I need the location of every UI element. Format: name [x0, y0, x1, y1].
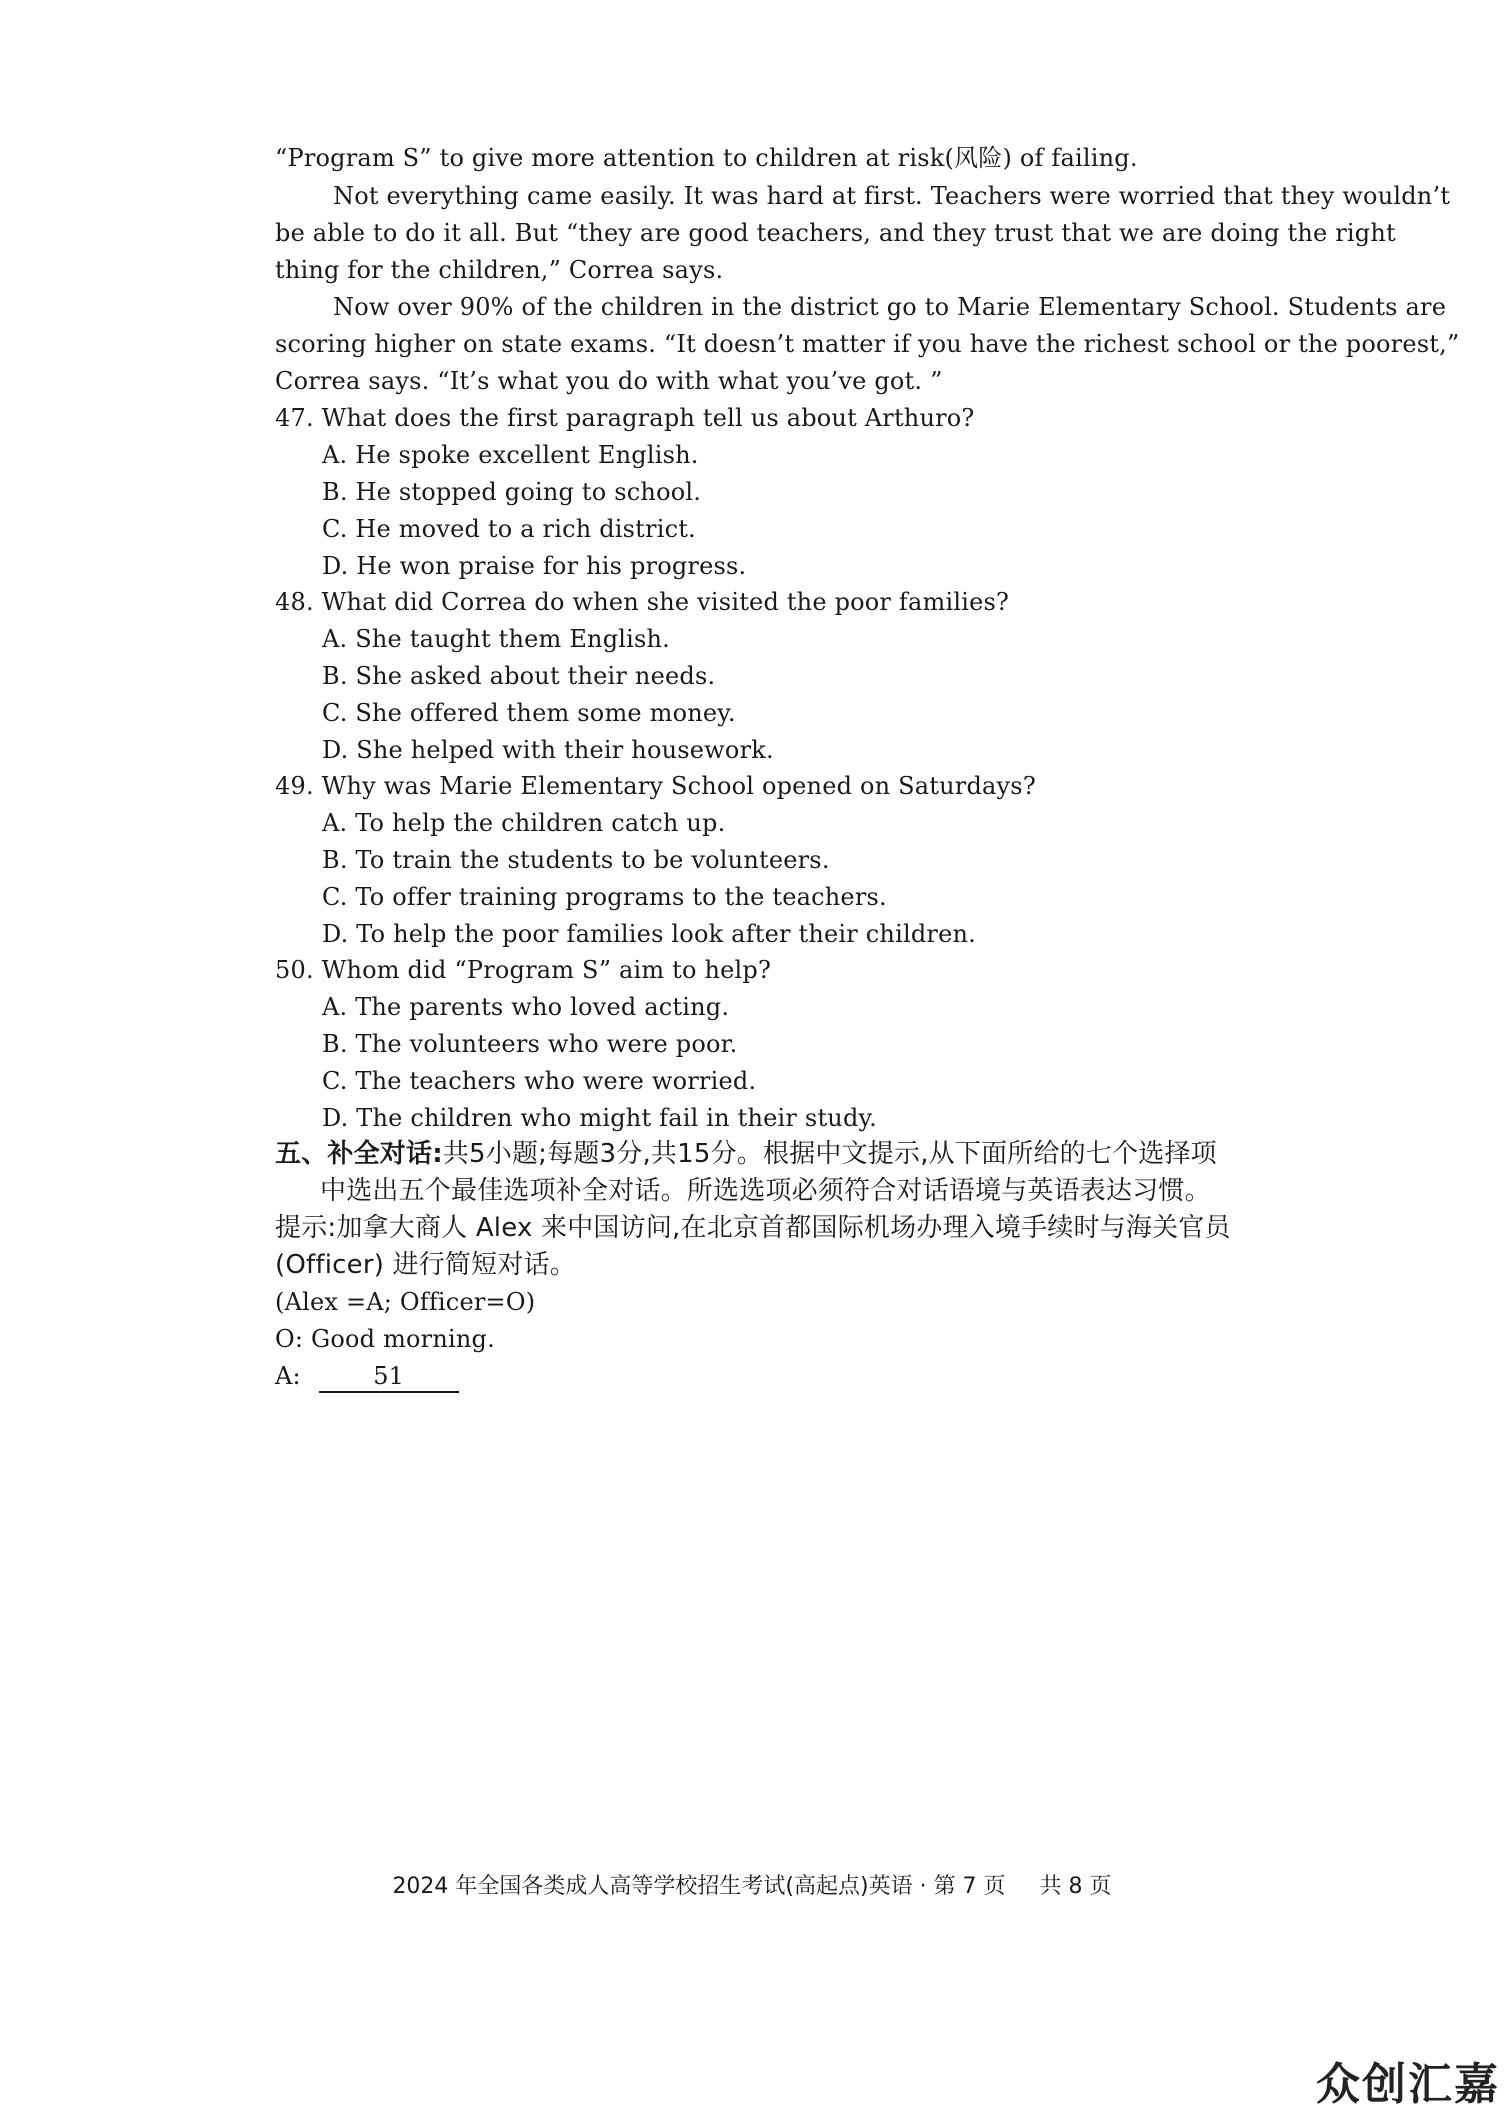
question-stem: 47. What does the first paragraph tell us about Arthuro?	[275, 404, 975, 432]
section-5-hint-cont: (Officer) 进行简短对话。	[275, 1250, 576, 1280]
question-option: C. To offer training programs to the teachers.	[322, 883, 887, 911]
dialogue-text: Good morning.	[311, 1325, 495, 1353]
footer-total-pages: 共 8 页	[1039, 1874, 1112, 1899]
section-5-heading: 五、补全对话:	[275, 1139, 443, 1169]
section-5-instruction-cont: 中选出五个最佳选项补全对话。所选选项必须符合对话语境与英语表达习惯。	[320, 1176, 1211, 1206]
question-option: B. He stopped going to school.	[322, 478, 702, 506]
question-option: C. She offered them some money.	[322, 699, 736, 727]
passage-line-4: thing for the children,” Correa says.	[275, 256, 724, 284]
passage-line-5: Now over 90% of the children in the district go to Marie Elementary School. Students are	[333, 293, 1447, 321]
answer-blank[interactable]: 51	[319, 1361, 459, 1393]
question-stem: 48. What did Correa do when she visited the poor families?	[275, 588, 1010, 616]
question-option: D. She helped with their housework.	[322, 736, 774, 764]
dialogue-line-alex	[275, 1360, 459, 1393]
question-stem: 49. Why was Marie Elementary School opened on Saturdays?	[275, 772, 1036, 800]
page-footer	[0, 1872, 1504, 1902]
question-option: C. He moved to a rich district.	[322, 515, 696, 543]
passage-line-1: “Program S” to give more attention to children at risk(风险) of failing.	[275, 144, 1138, 172]
question-option: A. To help the children catch up.	[322, 809, 726, 837]
passage-line-2: Not everything came easily. It was hard at first. Teachers were worried that they wouldn’t	[333, 182, 1451, 210]
question-option: D. To help the poor families look after their children.	[322, 920, 976, 948]
footer-exam-info: 2024 年全国各类成人高等学校招生考试(高起点)英语 · 第 7 页	[392, 1874, 1006, 1899]
question-stem: 50. Whom did “Program S” aim to help?	[275, 956, 772, 984]
question-option: C. The teachers who were worried.	[322, 1067, 757, 1095]
passage-line-7: Correa says. “It’s what you do with what you’ve got. ”	[275, 367, 943, 395]
passage-line-6: scoring higher on state exams. “It doesn’t matter if you have the richest school or the poorest,”	[275, 330, 1460, 358]
section-5-instruction: 共5小题;每题3分,共15分。根据中文提示,从下面所给的七个选择项	[442, 1139, 1217, 1169]
question-option: A. The parents who loved acting.	[322, 993, 730, 1021]
section-5-intro	[275, 1138, 1217, 1170]
passage-line-3: be able to do it all. But “they are good teachers, and they trust that we are doing the right	[275, 219, 1396, 247]
question-option: B. She asked about their needs.	[322, 662, 716, 690]
question-option: A. She taught them English.	[322, 625, 671, 653]
question-option: B. To train the students to be volunteers.	[322, 846, 830, 874]
question-option: D. He won praise for his progress.	[322, 552, 747, 580]
watermark-logo: 众创汇嘉	[1316, 2059, 1500, 2110]
question-option: B. The volunteers who were poor.	[322, 1030, 738, 1058]
section-5-hint: 提示:加拿大商人 Alex 来中国访问,在北京首都国际机场办理入境手续时与海关官员	[275, 1213, 1231, 1243]
speaker-label: O:	[275, 1325, 304, 1353]
question-option: A. He spoke excellent English.	[322, 441, 699, 469]
speaker-label: A:	[275, 1362, 301, 1390]
role-legend: (Alex =A; Officer=O)	[275, 1288, 536, 1316]
dialogue-line-officer	[275, 1323, 495, 1355]
question-option: D. The children who might fail in their study.	[322, 1104, 877, 1132]
